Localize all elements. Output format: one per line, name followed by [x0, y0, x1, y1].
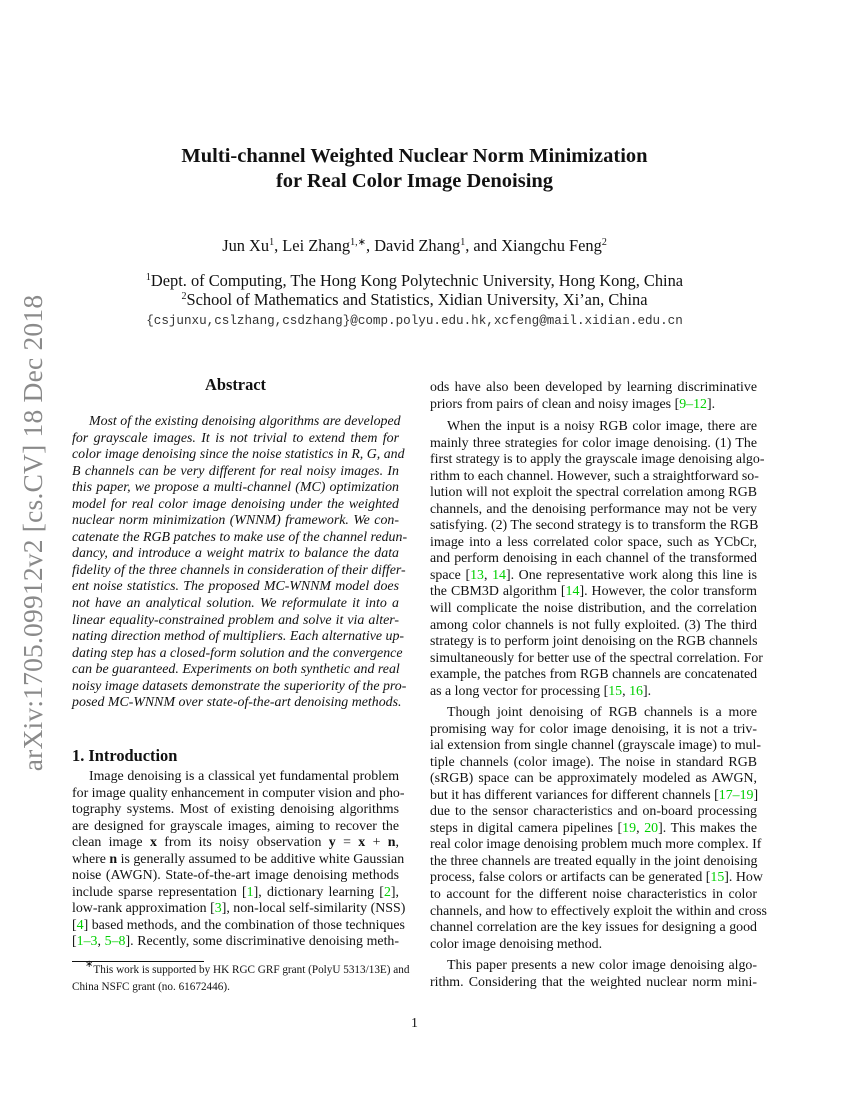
abstract-heading: Abstract — [205, 375, 266, 394]
text-segment: priors from pairs of clean and noisy images [ — [430, 396, 680, 412]
author: Xiangchu Feng$^2$ — [501, 236, 607, 255]
text-line — [72, 851, 405, 869]
text-segment: are designed for grayscale images, aiming to recover the — [72, 818, 399, 834]
text-segment: for grayscale images. It is not trivial to extend them for — [72, 430, 399, 446]
text-line — [430, 958, 757, 975]
body-paragraph — [430, 419, 765, 700]
text-segment: , — [483, 567, 493, 583]
text-line — [430, 452, 765, 469]
text-line — [430, 485, 757, 502]
text-line — [72, 695, 402, 712]
text-line — [430, 568, 757, 585]
text-segment: color image denoising since the noise statistics in R, G, and — [72, 447, 405, 463]
text-line — [72, 464, 399, 481]
page-number: 1 — [411, 1016, 418, 1031]
paper-title — [72, 144, 757, 194]
text-segment: and perform denoising in each channel of the transformed — [430, 551, 757, 567]
introduction-paragraph — [72, 769, 406, 951]
citation-link[interactable]: 14 — [492, 567, 506, 583]
text-segment: When the input is a noisy RGB color image, there are — [447, 419, 757, 434]
text-segment: lution will not exploit the spectral correlation among RGB — [430, 485, 757, 501]
citation-link[interactable]: 15 — [608, 683, 623, 699]
text-segment: , — [395, 835, 400, 851]
text-segment: (sRGB) space can be approximately modeled as AWGN, — [430, 771, 757, 787]
text-segment: Though joint denoising of RGB channels is a more — [447, 705, 757, 720]
text-segment: not have an analytical solution. We reformulate it into a — [72, 596, 399, 612]
text-segment: rithm. Considering that the weighted nuclear norm mini- — [430, 974, 757, 990]
text-line — [430, 551, 757, 568]
text-segment: dating step has a closed-form solution and the convergence — [72, 645, 403, 661]
text-segment: , — [622, 683, 630, 699]
text-segment: This paper presents a new color image denoising algo- — [447, 958, 757, 973]
text-segment: , — [97, 934, 105, 950]
text-segment: ] — [753, 787, 759, 803]
text-line — [430, 667, 757, 684]
text-line — [72, 480, 399, 497]
text-segment: as a long vector for processing [ — [430, 683, 609, 699]
text-line — [72, 414, 399, 431]
text-segment: satisfying. (2) The second strategy is to transform the RGB — [430, 518, 759, 534]
text-line — [430, 419, 757, 436]
author: David Zhang$^1$, and — [374, 236, 502, 255]
text-line — [430, 738, 761, 755]
citation-link[interactable]: 14 — [565, 584, 580, 600]
text-segment: from its noisy observation — [156, 835, 329, 851]
arxiv-id: arXiv:1705.09912v2 [cs.CV] 18 Dec 2018 — [17, 294, 48, 772]
text-line — [72, 645, 403, 663]
text-line — [72, 613, 399, 630]
math-symbol: x — [358, 835, 366, 851]
text-line — [72, 562, 406, 580]
body-paragraph — [430, 958, 757, 991]
text-line — [430, 837, 762, 854]
text-segment: ], non-local self-similarity (NSS) — [221, 901, 406, 917]
citation-link[interactable]: 13 — [470, 567, 484, 583]
text-segment: ]. — [642, 683, 652, 699]
text-segment: process, false colors or artifacts can be generated [ — [430, 870, 711, 886]
text-segment: ]. One representative work along this line is — [505, 567, 757, 583]
text-segment: ent noise statistics. The proposed MC-WNNM model does — [72, 579, 399, 595]
text-line — [430, 502, 757, 519]
text-segment: [ — [72, 917, 77, 933]
text-line — [430, 722, 757, 739]
text-line — [72, 868, 399, 885]
text-segment: among color channels is not fully exploited. (3) The third — [430, 617, 757, 633]
text-segment: tography systems. Most of existing denoising algorithms — [72, 802, 399, 818]
text-segment: Most of the existing denoising algorithms are developed — [89, 414, 401, 429]
text-segment: ] based methods, and the combination of those techniques — [83, 917, 405, 933]
text-segment: catenate the RGB patches to make use of the channel redun- — [72, 529, 408, 545]
text-segment: image into a less correlated color space, such as YCbCr, — [430, 534, 757, 550]
text-line — [72, 596, 399, 613]
text-segment: = — [335, 835, 359, 851]
math-symbol: x — [149, 835, 157, 851]
text-segment: simultaneously for better use of the spectral correlation. For — [430, 650, 763, 666]
text-segment: steps in digital camera pipelines [ — [430, 820, 623, 836]
text-line — [72, 629, 405, 646]
text-segment: example, the patches from RGB channels are concatenated — [430, 667, 758, 683]
citation-link[interactable]: 9–12 — [679, 396, 707, 412]
citation-link[interactable]: 19 — [622, 820, 637, 836]
text-segment: can be guaranteed. Experiments on both synthetic and real — [72, 662, 400, 678]
text-segment: ]. However, the color transform — [579, 584, 757, 600]
text-segment: ods have also been developed by learning discriminative — [430, 380, 757, 395]
text-segment: Image denoising is a classical yet fundamental problem — [89, 769, 399, 784]
text-segment: low-rank approximation [ — [72, 901, 215, 917]
text-segment: will complicate the noise distribution, and the correlation — [430, 601, 757, 617]
text-segment: noise (AWGN). State-of-the-art image denoising methods — [72, 868, 399, 884]
text-line — [72, 901, 406, 918]
text-segment: ]. This makes the — [658, 820, 758, 836]
text-segment: color image denoising method. — [430, 936, 603, 952]
citation-link[interactable]: 15 — [710, 870, 725, 886]
text-line — [430, 684, 757, 701]
abstract-body — [72, 414, 408, 712]
text-line — [430, 584, 757, 601]
citation-link[interactable]: 1–3 — [76, 934, 98, 950]
text-line — [430, 705, 757, 722]
text-line — [430, 821, 757, 838]
author: Jun Xu$^1$, — [222, 236, 283, 255]
text-segment: model for real color image denoising under the weighted — [72, 496, 399, 512]
text-line — [72, 579, 399, 596]
text-line — [72, 497, 399, 514]
affiliations — [72, 271, 757, 309]
text-line — [430, 469, 757, 486]
text-segment: first strategy is to apply the grayscale image denoising algo- — [430, 452, 765, 468]
citation-link[interactable]: 17–19 — [718, 787, 754, 803]
text-line — [72, 934, 399, 951]
text-line — [430, 436, 757, 453]
text-line — [430, 804, 757, 821]
text-segment: channels, and how to effectively exploit the within and cross — [430, 903, 767, 919]
text-segment: ]. — [706, 396, 716, 412]
footnote-line: ∗This work is supported by HK RGC GRF grant (PolyU 5313/13E) and — [85, 959, 410, 976]
text-line — [72, 819, 399, 836]
text-line — [430, 650, 763, 668]
text-line — [430, 380, 757, 397]
text-line — [430, 518, 757, 535]
text-line — [430, 601, 757, 618]
text-line — [430, 634, 757, 651]
text-segment: , — [636, 820, 645, 836]
text-line — [430, 887, 757, 904]
body-paragraph — [430, 380, 757, 413]
text-line — [430, 771, 757, 788]
text-segment: nuclear norm minimization (WNNM) framework. We con- — [72, 513, 399, 529]
citation-link[interactable]: 3 — [214, 901, 222, 917]
text-line — [430, 535, 757, 552]
text-line — [430, 903, 767, 921]
citation-link[interactable]: 1 — [246, 884, 254, 900]
math-symbol: n — [109, 851, 118, 867]
footnote — [72, 959, 410, 996]
citation-link[interactable]: 5–8 — [104, 934, 126, 950]
text-segment: rithm to each channel. However, such a straightforward so- — [430, 468, 759, 484]
text-line — [72, 802, 399, 819]
text-line — [72, 835, 399, 852]
text-segment: linear equality-constrained problem and solve it via alter- — [72, 612, 399, 628]
author: Lei Zhang$^{1,∗}$, — [282, 236, 375, 255]
citation-link[interactable]: 20 — [644, 820, 659, 836]
citation-link[interactable]: 4 — [76, 917, 84, 933]
text-segment: for image quality enhancement in computer vision and pho- — [72, 785, 405, 801]
text-segment: dancy, and introduce a weight matrix to balance the data — [72, 546, 399, 562]
text-line — [72, 447, 405, 464]
text-segment: tiple channels (color image). The noise in standard RGB — [430, 754, 757, 770]
author-list — [72, 236, 757, 256]
text-segment: this paper, we propose a multi-channel (MC) optimization — [72, 480, 399, 496]
text-segment: B channels can be very different for real noisy images. In — [72, 463, 399, 479]
text-segment: ]. How — [724, 870, 763, 886]
affiliation: $^2$School of Mathematics and Statistics, Xidian University, Xi’an, China — [181, 290, 648, 309]
text-segment: due to the sensor characteristics and on-board processing — [430, 804, 757, 820]
text-segment: channels, and the denoising performance may not be very — [430, 501, 757, 517]
text-segment: ], — [390, 884, 399, 900]
text-line — [72, 431, 399, 448]
text-line — [72, 546, 399, 563]
text-segment: is generally assumed to be additive white Gaussian — [117, 851, 405, 867]
text-segment: the three channels are treated equally in the joint denoising — [430, 853, 758, 869]
text-line — [430, 870, 763, 887]
text-segment: to account for the different noise characteristics in color — [430, 887, 757, 903]
text-segment: ], dictionary learning [ — [253, 884, 384, 900]
text-segment: ]. Recently, some discriminative denoising meth- — [125, 934, 399, 950]
text-segment: where — [72, 851, 110, 867]
text-segment: posed MC-WNNM over state-of-the-art denoising methods. — [72, 695, 402, 711]
introduction-heading: 1. Introduction — [72, 746, 178, 765]
text-segment: noisy image datasets demonstrate the superiority of the pro- — [72, 678, 407, 694]
title-line-2: for Real Color Image Denoising — [275, 170, 554, 192]
text-line — [430, 788, 757, 805]
text-segment: ial extension from single channel (grayscale image) to mul- — [430, 738, 761, 754]
math-symbol: y — [328, 835, 336, 851]
text-segment: space [ — [430, 567, 471, 583]
text-line — [430, 755, 757, 772]
text-segment: + — [365, 835, 388, 851]
text-line — [430, 854, 757, 871]
text-line — [72, 785, 405, 803]
text-segment: [ — [72, 934, 77, 950]
text-segment: nating direction method of multipliers. Each alternative up- — [72, 629, 405, 645]
title-line-1: Multi-channel Weighted Nuclear Norm Minimization — [181, 145, 648, 167]
text-segment: channel correlation are the key issues for designing a good — [430, 920, 757, 936]
text-segment: clean image — [72, 835, 150, 851]
body-paragraph — [430, 705, 767, 953]
footnote-line: China NSFC grant (no. 61672446). — [72, 980, 230, 993]
text-line — [430, 937, 757, 954]
text-segment: real color image denoising problem much more complex. If — [430, 837, 762, 853]
text-line — [72, 513, 399, 530]
text-segment: but it has different variances for different channels [ — [430, 787, 719, 803]
text-line — [72, 917, 405, 935]
citation-link[interactable]: 2 — [383, 884, 391, 900]
affiliation: $^1$Dept. of Computing, The Hong Kong Polytechnic University, Hong Kong, China — [145, 271, 684, 290]
text-line — [72, 662, 399, 679]
text-segment: include sparse representation [ — [72, 884, 247, 900]
author-emails: {csjunxu,cslzhang,csdzhang}@comp.polyu.edu.hk,xcfeng@mail.xidian.edu.cn — [146, 314, 683, 328]
text-line — [430, 397, 757, 414]
text-line — [430, 618, 757, 635]
text-line — [430, 920, 757, 937]
text-line — [72, 529, 408, 547]
text-line — [72, 769, 399, 786]
text-segment: strategy is to perform joint denoising on the RGB channels — [430, 634, 758, 650]
text-line — [72, 678, 407, 696]
text-line — [430, 975, 757, 992]
text-segment: mainly three strategies for color image denoising. (1) The — [430, 435, 757, 451]
text-segment: the CBM3D algorithm [ — [430, 584, 566, 600]
citation-link[interactable]: 16 — [629, 683, 643, 699]
text-segment: promising way for color image denoising, it is not a triv- — [430, 721, 757, 737]
math-symbol: n — [387, 835, 396, 851]
text-line — [72, 885, 399, 902]
text-segment: fidelity of the three channels in consideration of their differ- — [72, 562, 406, 578]
